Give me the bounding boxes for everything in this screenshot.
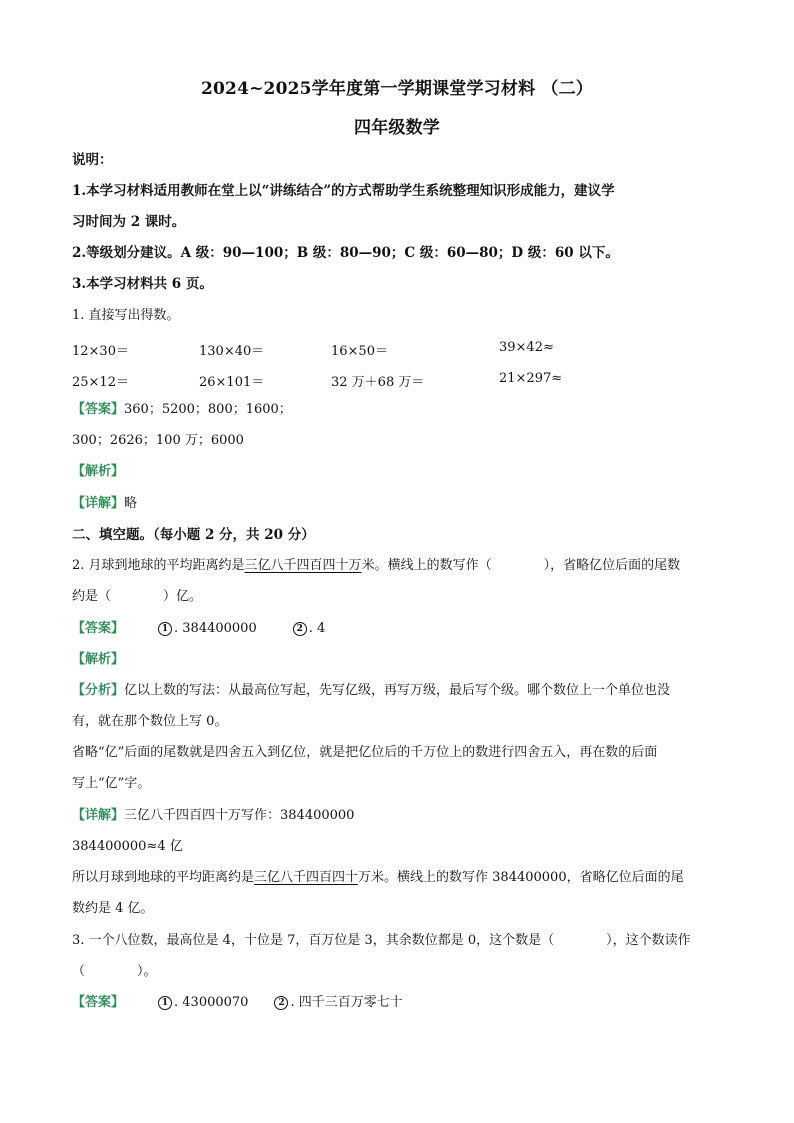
q2-stem-line2: 约是（ ）亿。 [72,589,203,604]
circled-number: 1 [158,622,172,636]
q2-fenxi-1: 亿以上数的写法：从最高位写起，先写亿级，再写万级，最后写个级。哪个数位上一个单位也没 [124,683,671,698]
q2-detail-1: 三亿八千四百四十万写作：384400000 [124,808,355,823]
q2-fenxi-3: 省略“亿”后面的尾数就是四舍五入到亿位，就是把亿位后的千万位上的数进行四舍五入，再在数的后面 [72,745,658,760]
q3-answer [72,995,722,1011]
q2-stem-pre: 2. 月球到地球的平均距离约是 [72,558,245,573]
q1-calc: 25×12＝ [72,375,129,390]
q2-fenxi-2: 有，就在那个数位上写 0。 [72,714,228,729]
q2-detail-4: 数约是 4 亿。 [72,901,154,916]
q1-stem: 1. 直接写出得数。 [72,308,180,323]
q2-fenxi-4: 写上“亿”字。 [72,776,151,791]
analysis-tag: 【解析】 [72,464,125,479]
q1-calc: 130×40＝ [199,344,265,359]
detail-tag: 【详解】 [72,496,125,511]
q1-calc: 12×30＝ [72,344,129,359]
section-2-heading: 二、填空题。（每小题 2 分，共 20 分） [72,527,315,543]
q1-detail-text: 略 [124,496,138,511]
q2-fenxi-line1 [72,683,722,699]
q2-detail-3-post: 万米。横线上的数写作 384400000，省略亿位后面的尾 [358,870,684,885]
circled-number: 1 [158,996,172,1010]
q2-detail-line3 [72,870,722,886]
q1-answer [72,402,722,418]
circled-number: 2 [274,996,288,1010]
q1-calc: 21×297≈ [499,371,563,386]
q2-detail-2: 384400000≈4 亿 [72,839,183,854]
q1-calc: 32 万＋68 万＝ [331,375,425,390]
q2-stem-post: 米。横线上的数写作（ ），省略亿位后面的尾数 [361,558,681,573]
q3-answer-1: . 43000070 [174,995,249,1010]
q2-answer [72,621,722,637]
document-subtitle: 四年级数学 [354,118,440,138]
q1-calc: 39×42≈ [499,340,554,355]
q1-answer-line2: 300；2626；100 万；6000 [72,433,244,448]
q2-answer-1: . 384400000 [174,621,257,636]
note-1b: 习时间为 2 课时。 [72,214,186,230]
q2-detail-line1 [72,808,722,824]
q2-detail-3-underlined: 三亿八千四百四十 [254,870,359,885]
note-3: 3.本学习材料共 6 页。 [72,276,213,292]
q1-detail [72,496,722,512]
document-title: 2024~2025学年度第一学期课堂学习材料 （二） [201,79,593,99]
q2-answer-2: . 4 [308,621,326,636]
q1-calc: 26×101＝ [199,375,265,390]
answer-tag: 【答案】 [72,621,125,636]
answer-tag: 【答案】 [72,995,125,1010]
q3-stem-line1: 3. 一个八位数，最高位是 4，十位是 7，百万位是 3，其余数位都是 0，这个数是（ ），这个数读作 [72,933,691,948]
note-1a: 1.本学习材料适用教师在堂上以“讲练结合”的方式帮助学生系统整理知识形成能力，建议学 [72,183,615,199]
analysis-tag: 【解析】 [72,652,125,667]
q2-stem-line1 [72,558,722,574]
q1-calc: 16×50＝ [331,344,388,359]
circled-number: 2 [293,622,307,636]
detail-tag: 【详解】 [72,808,125,823]
answer-tag: 【答案】 [72,402,125,417]
q2-stem-underlined: 三亿八千四百四十万 [244,558,362,573]
note-2: 2.等级划分建议。A 级：90—100；B 级：80—90；C 级：60—80；D 级：60 以下。 [72,245,619,261]
q1-answer-line1: 360；5200；800；1600； [124,402,292,417]
notes-label: 说明： [72,152,113,168]
q2-detail-3-pre: 所以月球到地球的平均距离约是 [72,870,255,885]
q3-answer-2: . 四千三百万零七十 [290,995,403,1010]
q3-stem-line2: （ ）。 [72,964,157,979]
fenxi-tag: 【分析】 [72,683,125,698]
